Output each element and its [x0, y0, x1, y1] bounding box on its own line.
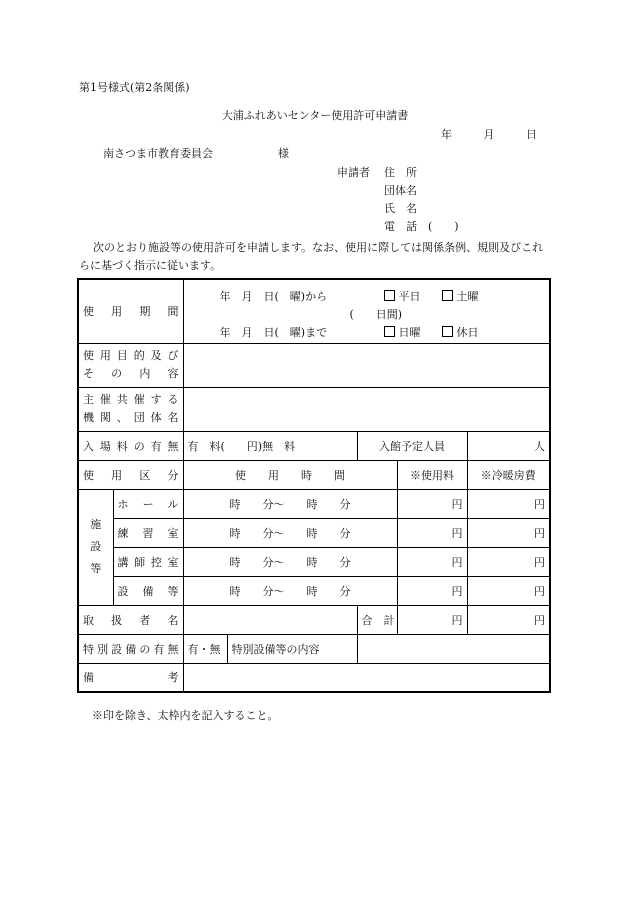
applicant-name: 氏 名: [384, 202, 417, 215]
applicant-phone: 電 話 ( ): [384, 220, 459, 233]
facility-name: 設備等: [113, 576, 183, 605]
remarks-row: [78, 663, 550, 692]
purpose-field[interactable]: [183, 343, 550, 387]
fee-label: 入場料の有無: [78, 431, 183, 460]
facility-time[interactable]: 時 分～ 時 分: [183, 489, 397, 518]
footnote: ※印を除き、太枠内を記入すること。: [92, 709, 279, 722]
check-saturday[interactable]: 土曜: [442, 288, 479, 304]
checkbox-icon: [384, 290, 395, 301]
facility-label: 施 設 等: [78, 489, 113, 605]
period-days: ( 日間): [349, 308, 403, 321]
period-label: 使 用 期 間: [78, 279, 183, 343]
check-sunday[interactable]: 日曜: [384, 324, 421, 340]
form-number: 第1号様式(第2条関係): [79, 81, 190, 94]
checkbox-icon: [442, 326, 453, 337]
intro-text: 次のとおり施設等の使用許可を申請します。なお、使用に際しては関係条例、規則及びこれらに基づく指示に従います。: [79, 241, 544, 272]
organizer-row: [78, 387, 550, 431]
special-label: 特別設備の有無: [78, 634, 183, 663]
expected-label: 入館予定人員: [357, 431, 467, 460]
period-cell[interactable]: [183, 279, 550, 343]
facility-heating: 円: [467, 547, 550, 576]
facility-row: [78, 576, 550, 605]
usage-header-row: [78, 460, 550, 489]
check-holiday[interactable]: 休日: [442, 324, 479, 340]
remarks-field[interactable]: [183, 663, 550, 692]
period-row: [78, 279, 550, 343]
application-table: [77, 278, 551, 693]
special-choice[interactable]: 有・無: [183, 634, 227, 663]
special-row: [78, 634, 550, 663]
applicant-label: 申請者: [337, 166, 370, 179]
date-day: 日: [526, 128, 537, 141]
facility-name: 練習室: [113, 518, 183, 547]
applicant-address: 住 所: [384, 166, 417, 179]
purpose-label: 使用目的及び その内容: [78, 343, 183, 387]
total-label: 合 計: [357, 605, 397, 634]
special-content-field[interactable]: [357, 634, 550, 663]
organizer-label: 主催共催する 機関、団体名: [78, 387, 183, 431]
checkbox-icon: [442, 290, 453, 301]
applicant-group: 団体名: [384, 184, 417, 197]
facility-heating: 円: [467, 518, 550, 547]
facility-row: [78, 547, 550, 576]
facility-row: [78, 518, 550, 547]
fee-choice[interactable]: 有 料( 円)無 料: [183, 431, 357, 460]
usage-time-header: 使 用 時 間: [183, 460, 397, 489]
date-month: 月: [483, 128, 495, 141]
purpose-row: [78, 343, 550, 387]
date-line: [441, 128, 565, 141]
total-fee: 円: [397, 605, 467, 634]
checkbox-icon: [384, 326, 395, 337]
period-from: 年 月 日( 曜)から: [219, 290, 328, 303]
special-content-label: 特別設備等の内容: [227, 634, 357, 663]
remarks-label: 備 考: [78, 663, 183, 692]
facility-fee: 円: [397, 576, 467, 605]
usage-heating-header: ※冷暖房費: [467, 460, 550, 489]
facility-fee: 円: [397, 518, 467, 547]
total-heating: 円: [467, 605, 550, 634]
facility-time[interactable]: 時 分～ 時 分: [183, 518, 397, 547]
usage-label: 使 用 区 分: [78, 460, 183, 489]
fee-row: [78, 431, 550, 460]
facility-fee: 円: [397, 489, 467, 518]
facility-heating: 円: [467, 489, 550, 518]
facility-name: 講師控室: [113, 547, 183, 576]
form-title: 大浦ふれあいセンター使用許可申請書: [221, 109, 409, 122]
facility-name: ホール: [113, 489, 183, 518]
date-year: 年: [441, 128, 452, 141]
period-to: 年 月 日( 曜)まで: [219, 326, 328, 339]
facility-row: [78, 489, 550, 518]
facility-fee: 円: [397, 547, 467, 576]
check-weekday[interactable]: 平日: [384, 288, 421, 304]
organizer-field[interactable]: [183, 387, 550, 431]
facility-heating: 円: [467, 576, 550, 605]
addressee: 南さつま市教育委員会: [103, 147, 213, 160]
handler-field[interactable]: [183, 605, 357, 634]
honorific: 様: [278, 147, 289, 160]
facility-time[interactable]: 時 分～ 時 分: [183, 576, 397, 605]
usage-fee-header: ※使用料: [397, 460, 467, 489]
handler-row: [78, 605, 550, 634]
handler-label: 取扱者名: [78, 605, 183, 634]
facility-time[interactable]: 時 分～ 時 分: [183, 547, 397, 576]
expected-unit[interactable]: 人: [467, 431, 550, 460]
